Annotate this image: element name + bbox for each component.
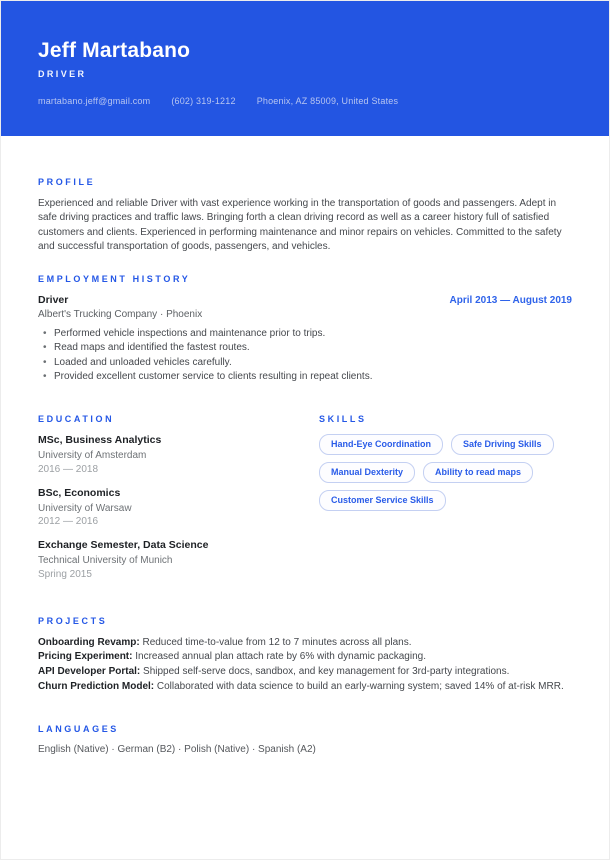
- resume-header: [1, 1, 609, 136]
- job-head: [38, 294, 572, 306]
- education-skills-row: [38, 414, 572, 592]
- skill-chip: Safe Driving Skills: [451, 434, 554, 455]
- job-dates: April 2013 — August 2019: [449, 294, 572, 306]
- resume-body: [1, 136, 609, 755]
- project-item: [38, 636, 572, 651]
- project-text: Collaborated with data science to build an early-warning system; saved 14% of at-risk MRR.: [154, 680, 564, 692]
- education-school: University of Amsterdam: [38, 450, 147, 461]
- education-dates: 2012 — 2016: [38, 516, 99, 527]
- section-languages: [38, 724, 572, 755]
- section-education: [38, 414, 301, 592]
- education-school: Technical University of Munich: [38, 555, 173, 566]
- job-bullet: • Performed vehicle inspections and maintenance prior to trips.: [38, 327, 572, 342]
- education-school: University of Warsaw: [38, 502, 132, 514]
- skills-chip-list: [319, 434, 572, 511]
- section-skills: [319, 414, 572, 592]
- project-item: [38, 665, 572, 680]
- section-employment-history: [38, 274, 572, 385]
- education-entry: [38, 539, 301, 580]
- contact-email: martabano.jeff@gmail.com: [38, 96, 151, 106]
- education-entry: [38, 434, 301, 475]
- profile-heading: PROFILE: [38, 177, 96, 187]
- projects-heading: PROJECTS: [38, 615, 108, 626]
- project-label: Onboarding Revamp:: [38, 636, 140, 648]
- skill-chip: Customer Service Skills: [319, 490, 446, 511]
- project-label: API Developer Portal:: [38, 666, 141, 678]
- education-degree: MSc, Business Analytics: [38, 434, 162, 446]
- candidate-name: Jeff Martabano: [38, 39, 191, 62]
- education-dates: 2016 — 2018: [38, 463, 99, 475]
- section-projects: [38, 616, 572, 695]
- contact-location: Phoenix, AZ 85009, United States: [256, 96, 399, 106]
- education-heading: EDUCATION: [38, 414, 115, 424]
- skill-chip: Hand-Eye Coordination: [319, 434, 443, 455]
- job-bullet: • Provided excellent customer service to clients resulting in repeat clients.: [38, 370, 572, 385]
- skill-chip: Manual Dexterity: [319, 462, 415, 483]
- skills-heading: SKILLS: [319, 414, 367, 424]
- contact-row: [38, 96, 572, 106]
- project-label: Pricing Experiment:: [38, 651, 133, 663]
- project-text: Shipped self-serve docs, sandbox, and key management for 3rd-party integrations.: [140, 666, 510, 678]
- job-title: Driver: [38, 293, 69, 306]
- section-profile: [38, 177, 572, 255]
- project-item: [38, 680, 572, 695]
- languages-text: English (Native) · German (B2) · Polish (Native) · Spanish (A2): [38, 743, 316, 755]
- job-bullet-list: [38, 327, 572, 385]
- employment-heading: EMPLOYMENT HISTORY: [38, 273, 191, 284]
- skill-chip: Ability to read maps: [423, 462, 533, 483]
- languages-heading: LANGUAGES: [38, 723, 119, 734]
- project-item: [38, 650, 572, 665]
- education-dates: Spring 2015: [38, 568, 92, 580]
- job-company: Albert's Trucking Company · Phoenix: [38, 308, 203, 320]
- contact-phone: (602) 319-1212: [171, 96, 236, 106]
- job-bullet: • Read maps and identified the fastest routes.: [38, 341, 572, 356]
- project-label: Churn Prediction Model:: [38, 680, 155, 692]
- job-bullet: • Loaded and unloaded vehicles carefully.: [38, 356, 572, 371]
- education-entry: [38, 487, 301, 528]
- job-entry: [38, 294, 572, 385]
- profile-text: Experienced and reliable Driver with vast experience working in the transportation of goods and passengers. Adept in safe driving practices and traffic laws. Bringing forth a clean driving record as well as a career history full of satisfied customers and clients. Experienced in performing maintenance and minor repairs on vehicles. Committed to the safety and successful transportation of goods, passengers, and vehicles.: [38, 198, 562, 253]
- project-text: Increased annual plan attach rate by 6% with dynamic packaging.: [132, 651, 426, 663]
- project-text: Reduced time-to-value from 12 to 7 minutes across all plans.: [139, 636, 412, 648]
- education-degree: Exchange Semester, Data Science: [38, 539, 209, 551]
- candidate-job-title: DRIVER: [38, 69, 87, 79]
- education-degree: BSc, Economics: [38, 486, 121, 499]
